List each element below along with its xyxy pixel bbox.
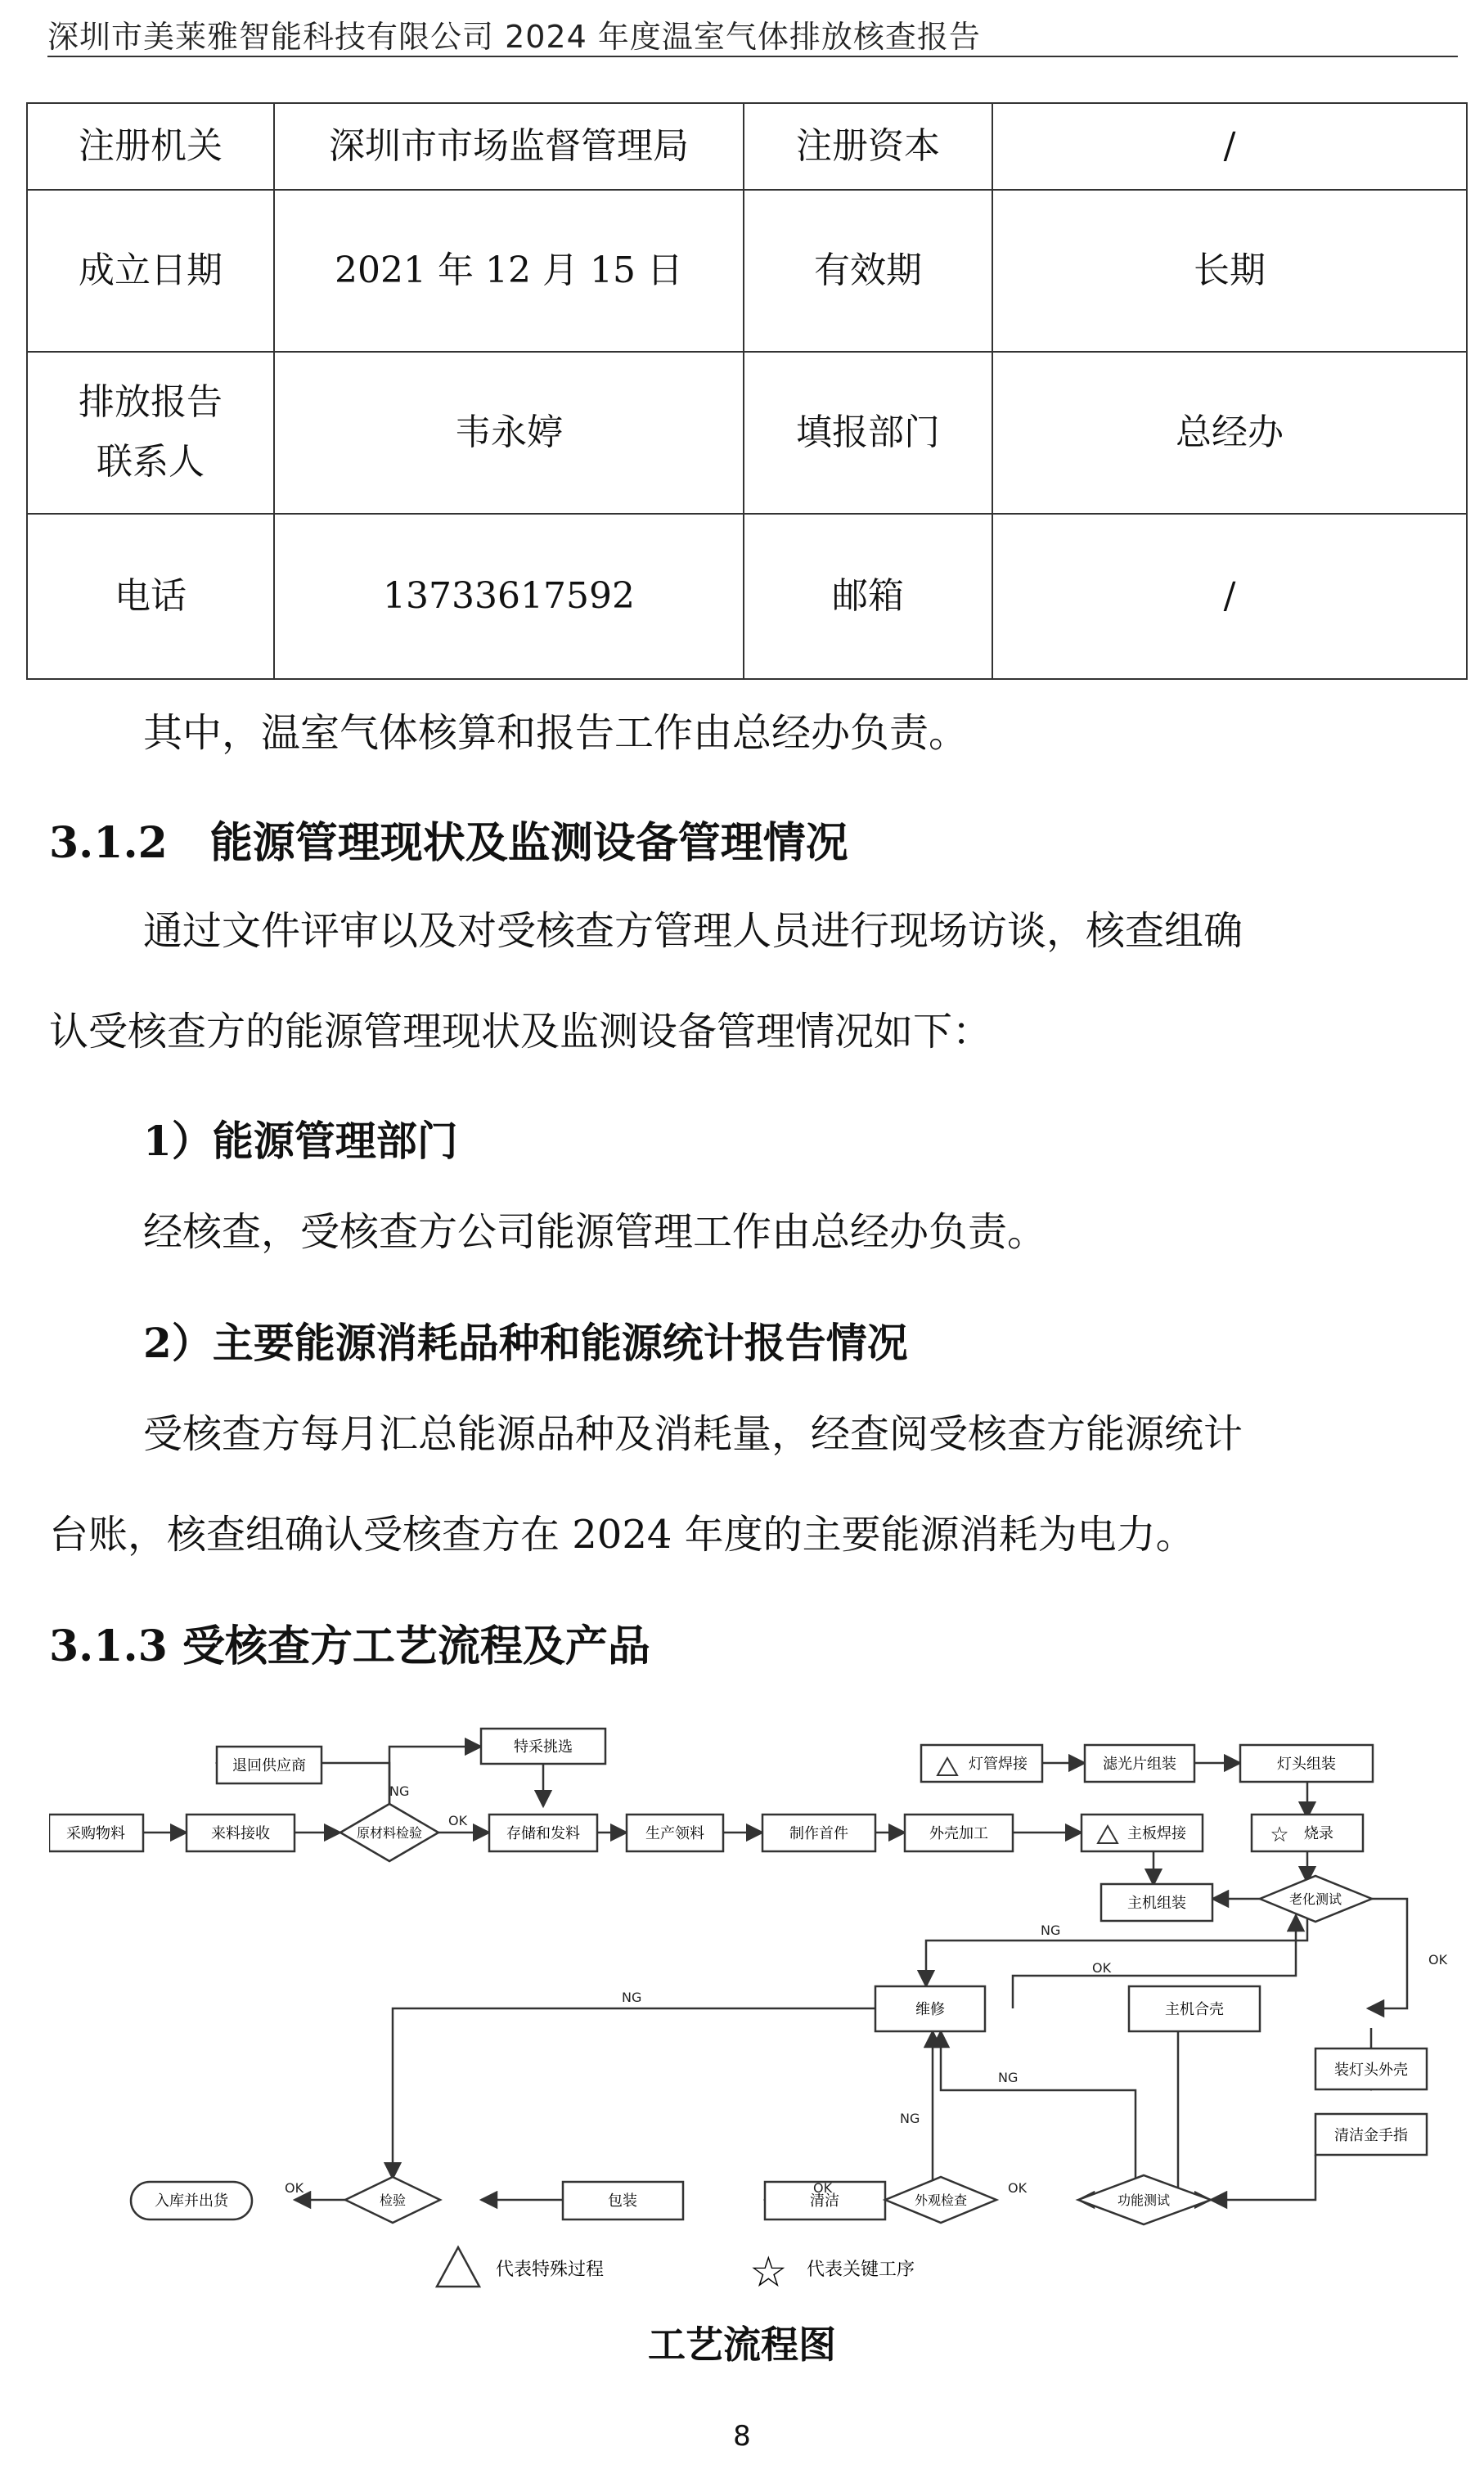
edge-label-ng: NG bbox=[389, 1783, 410, 1799]
lamp-shell-box bbox=[1315, 2049, 1427, 2089]
table-cell: 有效期 bbox=[744, 190, 992, 352]
table-cell: 注册资本 bbox=[744, 103, 992, 190]
edge-label-ok: OK bbox=[1008, 2180, 1028, 2196]
paragraph-review-line2: 认受核查方的能源管理现状及监测设备管理情况如下： bbox=[49, 1009, 992, 1055]
shell-box bbox=[905, 1815, 1013, 1851]
node-label: 制作首件 bbox=[789, 1825, 848, 1842]
table-cell: 韦永婷 bbox=[274, 352, 744, 514]
table-row bbox=[27, 103, 1467, 190]
node-label: 清洁 bbox=[810, 2192, 839, 2210]
legend-triangle-label: 代表特殊过程 bbox=[496, 2260, 605, 2280]
legend-star-label: 代表关键工序 bbox=[807, 2260, 915, 2280]
section-heading-3-1-3: 3.1.3 受核查方工艺流程及产品 bbox=[49, 1621, 650, 1671]
edge-label-ok: OK bbox=[813, 2180, 833, 2196]
node-label: 主板焊接 bbox=[1127, 1825, 1186, 1842]
edge-label-ng: NG bbox=[1041, 1923, 1061, 1938]
table-row bbox=[27, 190, 1467, 352]
section-heading-3-1-2: 3.1.2 能源管理现状及监测设备管理情况 bbox=[49, 818, 848, 868]
raw-check-diamond bbox=[340, 1804, 438, 1861]
paragraph-energy-line2: 台账，核查组确认受核查方在 2024 年度的主要能源消耗为电力。 bbox=[49, 1512, 1195, 1558]
flowchart-legend bbox=[437, 2247, 915, 2297]
edge-label-ok: OK bbox=[1428, 1952, 1448, 1968]
flowchart-caption: 工艺流程图 bbox=[648, 2323, 836, 2367]
table-cell: 2021 年 12 月 15 日 bbox=[274, 190, 744, 352]
table-row bbox=[27, 514, 1467, 679]
edge-label-ng: NG bbox=[622, 1990, 642, 2005]
page-number: 8 bbox=[733, 2420, 751, 2453]
node-label: 维修 bbox=[915, 2001, 945, 2018]
node-label: 老化测试 bbox=[1288, 1891, 1342, 1907]
table-cell: 成立日期 bbox=[27, 190, 274, 352]
node-label: 存储和发料 bbox=[506, 1825, 580, 1842]
repair-box bbox=[875, 1986, 985, 2031]
edge-label-ok: OK bbox=[448, 1813, 468, 1828]
triangle-icon bbox=[437, 2247, 479, 2287]
header-divider bbox=[47, 56, 1458, 57]
func-test-diamond bbox=[1078, 2175, 1211, 2224]
table-cell: 深圳市市场监督管理局 bbox=[274, 103, 744, 190]
edge-label-ok: OK bbox=[1092, 1960, 1112, 1976]
node-label: 灯管焊接 bbox=[969, 1756, 1028, 1773]
star-icon: ☆ bbox=[749, 2248, 788, 2297]
contact-label-line2: 联系人 bbox=[97, 441, 205, 483]
node-label: 特采挑选 bbox=[514, 1738, 573, 1756]
purchase-box bbox=[49, 1815, 143, 1851]
table-cell: 电话 bbox=[27, 514, 274, 679]
table-row bbox=[27, 352, 1467, 514]
table-cell: 邮箱 bbox=[744, 514, 992, 679]
lamp-head-box bbox=[1240, 1745, 1373, 1782]
node-label: 功能测试 bbox=[1117, 2192, 1171, 2208]
node-label: 包装 bbox=[608, 2192, 637, 2210]
inspect-diamond bbox=[345, 2177, 440, 2223]
pack-box bbox=[563, 2182, 683, 2219]
aging-diamond bbox=[1260, 1876, 1372, 1922]
edge-label-ng: NG bbox=[998, 2070, 1019, 2085]
host-close-to-functest bbox=[1178, 2008, 1211, 2200]
table-cell: 总经办 bbox=[992, 352, 1467, 514]
paragraph-energy-dept: 经核查，受核查方公司能源管理工作由总经办负责。 bbox=[143, 1209, 1047, 1255]
special-pick-box bbox=[481, 1729, 605, 1764]
filter-box bbox=[1085, 1745, 1194, 1782]
first-article-box bbox=[762, 1815, 875, 1851]
node-label: 清洁金手指 bbox=[1334, 2127, 1408, 2144]
board-weld-box bbox=[1082, 1815, 1203, 1851]
node-label: 滤光片组装 bbox=[1103, 1756, 1176, 1773]
node-label: 退回供应商 bbox=[232, 1757, 306, 1774]
tube-weld-box bbox=[921, 1745, 1042, 1782]
table-cell: / bbox=[992, 514, 1467, 679]
gold-finger-box bbox=[1315, 2114, 1427, 2155]
table-cell: / bbox=[992, 103, 1467, 190]
node-label: 采购物料 bbox=[66, 1825, 125, 1842]
star-icon: ☆ bbox=[1270, 1823, 1289, 1847]
page-header-title: 深圳市美莱雅智能科技有限公司 2024 年度温室气体排放核查报告 bbox=[47, 19, 981, 55]
incoming-box bbox=[187, 1815, 295, 1851]
edge-label-ok: OK bbox=[285, 2180, 304, 2196]
node-label: 生产领料 bbox=[645, 1825, 704, 1842]
paragraph-review-line1: 通过文件评审以及对受核查方管理人员进行现场访谈，核查组确 bbox=[143, 908, 1243, 954]
process-flowchart bbox=[49, 1681, 1473, 2303]
node-label: 检验 bbox=[379, 2192, 407, 2208]
paragraph-energy-line1: 受核查方每月汇总能源品种及消耗量，经查阅受核查方能源统计 bbox=[143, 1411, 1243, 1457]
node-label: 来料接收 bbox=[211, 1825, 270, 1842]
host-close-box bbox=[1129, 1986, 1260, 2031]
node-label: 外观检查 bbox=[914, 2192, 968, 2208]
table-cell: 长期 bbox=[992, 190, 1467, 352]
table-cell: 填报部门 bbox=[744, 352, 992, 514]
warehouse-box bbox=[131, 2182, 252, 2219]
ng-func-to-repair bbox=[941, 2031, 1135, 2200]
main-asm-box bbox=[1101, 1884, 1212, 1921]
node-label: 灯头组装 bbox=[1277, 1756, 1336, 1773]
storage-box bbox=[489, 1815, 597, 1851]
node-label: 主机合壳 bbox=[1165, 2001, 1224, 2018]
ng-repair-to-inspect bbox=[393, 2008, 875, 2179]
contact-label-line1: 排放报告 bbox=[79, 381, 223, 424]
node-label: 装灯头外壳 bbox=[1334, 2062, 1408, 2079]
company-info-table bbox=[26, 102, 1468, 680]
prod-pick-box bbox=[627, 1815, 723, 1851]
node-label: 原材料检验 bbox=[356, 1825, 423, 1841]
subheading-energy-dept: 1）能源管理部门 bbox=[143, 1117, 458, 1165]
node-label: 外壳加工 bbox=[929, 1825, 988, 1842]
table-cell-contact-label bbox=[27, 352, 274, 514]
node-label: 烧录 bbox=[1304, 1825, 1333, 1842]
node-label: 入库并出货 bbox=[155, 2192, 228, 2210]
edge-label-ng: NG bbox=[900, 2111, 920, 2126]
subheading-energy-consumption: 2）主要能源消耗品种和能源统计报告情况 bbox=[143, 1319, 908, 1367]
burn-box bbox=[1252, 1815, 1363, 1851]
table-cell: 注册机关 bbox=[27, 103, 274, 190]
appearance-diamond bbox=[885, 2177, 996, 2223]
paragraph-accounting-responsibility: 其中，温室气体核算和报告工作由总经办负责。 bbox=[143, 710, 969, 756]
table-cell: 13733617592 bbox=[274, 514, 744, 679]
node-label: 主机组装 bbox=[1127, 1895, 1186, 1912]
return-supplier-box bbox=[217, 1747, 322, 1783]
